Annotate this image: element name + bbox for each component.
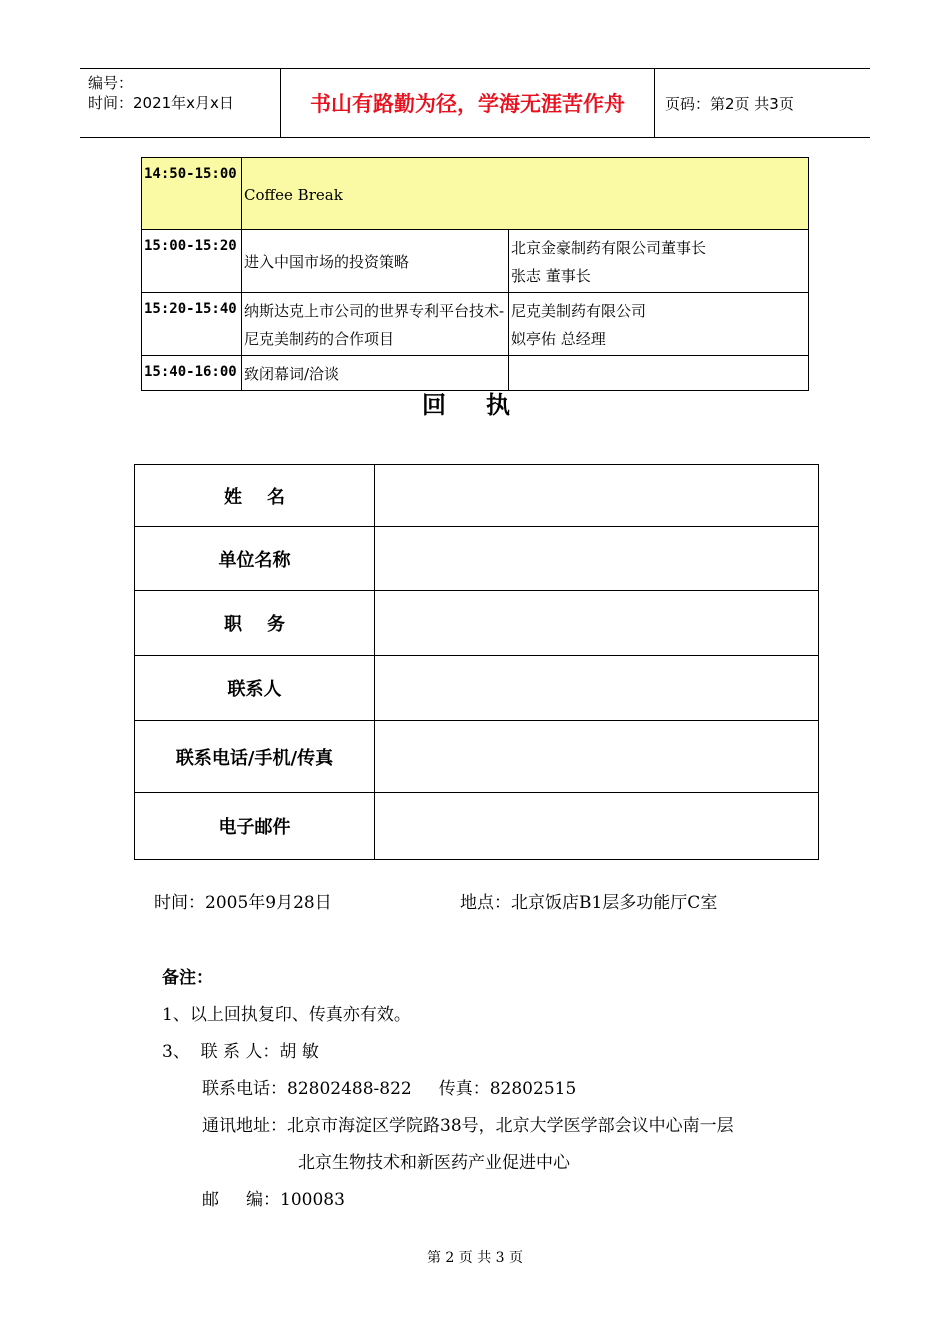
form-field-email[interactable]: [375, 793, 819, 860]
schedule-time: 15:20-15:40: [142, 293, 242, 356]
note-item-copy: 1、以上回执复印、传真亦有效。: [162, 1005, 411, 1025]
schedule-topic: 进入中国市场的投资策略: [242, 230, 509, 293]
receipt-title: 回执: [422, 391, 550, 419]
event-time: 时间：2005年9月28日: [154, 893, 332, 913]
form-label-phone: 联系电话/手机/传真: [135, 721, 375, 793]
form-field-contact[interactable]: [375, 656, 819, 721]
schedule-table: [141, 157, 809, 391]
notes-title: 备注：: [162, 968, 213, 988]
form-field-phone[interactable]: [375, 721, 819, 793]
form-label-position: 职 务: [135, 591, 375, 656]
form-row: [135, 465, 819, 527]
schedule-speaker: 尼克美制药有限公司 姒亭佑 总经理: [509, 293, 809, 356]
schedule-row: [142, 230, 809, 293]
note-address: 通讯地址：北京市海淀区学院路38号，北京大学医学部会议中心南一层: [202, 1116, 734, 1136]
form-label-contact: 联系人: [135, 656, 375, 721]
note-address-line2: 北京生物技术和新医药产业促进中心: [298, 1153, 570, 1173]
header-motto: 书山有路勤为径，学海无涯苦作舟: [281, 69, 655, 137]
form-field-company[interactable]: [375, 527, 819, 591]
note-phone: 联系电话：82802488-822 传真：82802515: [202, 1079, 577, 1099]
form-label-company: 单位名称: [135, 527, 375, 591]
receipt-form: [134, 464, 819, 860]
doc-number-label: 编号：: [88, 74, 134, 92]
form-row: [135, 793, 819, 860]
schedule-speaker: 北京金豪制药有限公司董事长 张志 董事长: [509, 230, 809, 293]
schedule-row: [142, 293, 809, 356]
note-item-contact: 3、 联 系 人：胡 敏: [162, 1042, 319, 1062]
schedule-topic: 致闭幕词/洽谈: [242, 356, 509, 391]
notes-section: [162, 960, 734, 1219]
schedule-time: 14:50-15:00: [142, 158, 242, 230]
schedule-time: 15:40-16:00: [142, 356, 242, 391]
schedule-row: [142, 158, 809, 230]
doc-date-label: 时间：2021年x月x日: [88, 94, 234, 112]
event-place: 地点：北京饭店B1层多功能厅C室: [460, 893, 718, 913]
form-field-name[interactable]: [375, 465, 819, 527]
form-row: [135, 656, 819, 721]
schedule-topic: Coffee Break: [242, 158, 809, 230]
form-label-email: 电子邮件: [135, 793, 375, 860]
form-field-position[interactable]: [375, 591, 819, 656]
schedule-time: 15:00-15:20: [142, 230, 242, 293]
page-header: [80, 68, 870, 138]
header-page-info: 页码：第2页 共3页: [665, 94, 794, 113]
form-row: [135, 591, 819, 656]
form-label-name: 姓 名: [135, 465, 375, 527]
schedule-topic: 纳斯达克上市公司的世界专利平台技术-尼克美制药的合作项目: [242, 293, 509, 356]
page-footer: 第 2 页 共 3 页: [426, 1250, 524, 1266]
header-meta: [80, 69, 281, 137]
form-row: [135, 527, 819, 591]
note-postcode: 邮 编：100083: [202, 1190, 345, 1210]
form-row: [135, 721, 819, 793]
